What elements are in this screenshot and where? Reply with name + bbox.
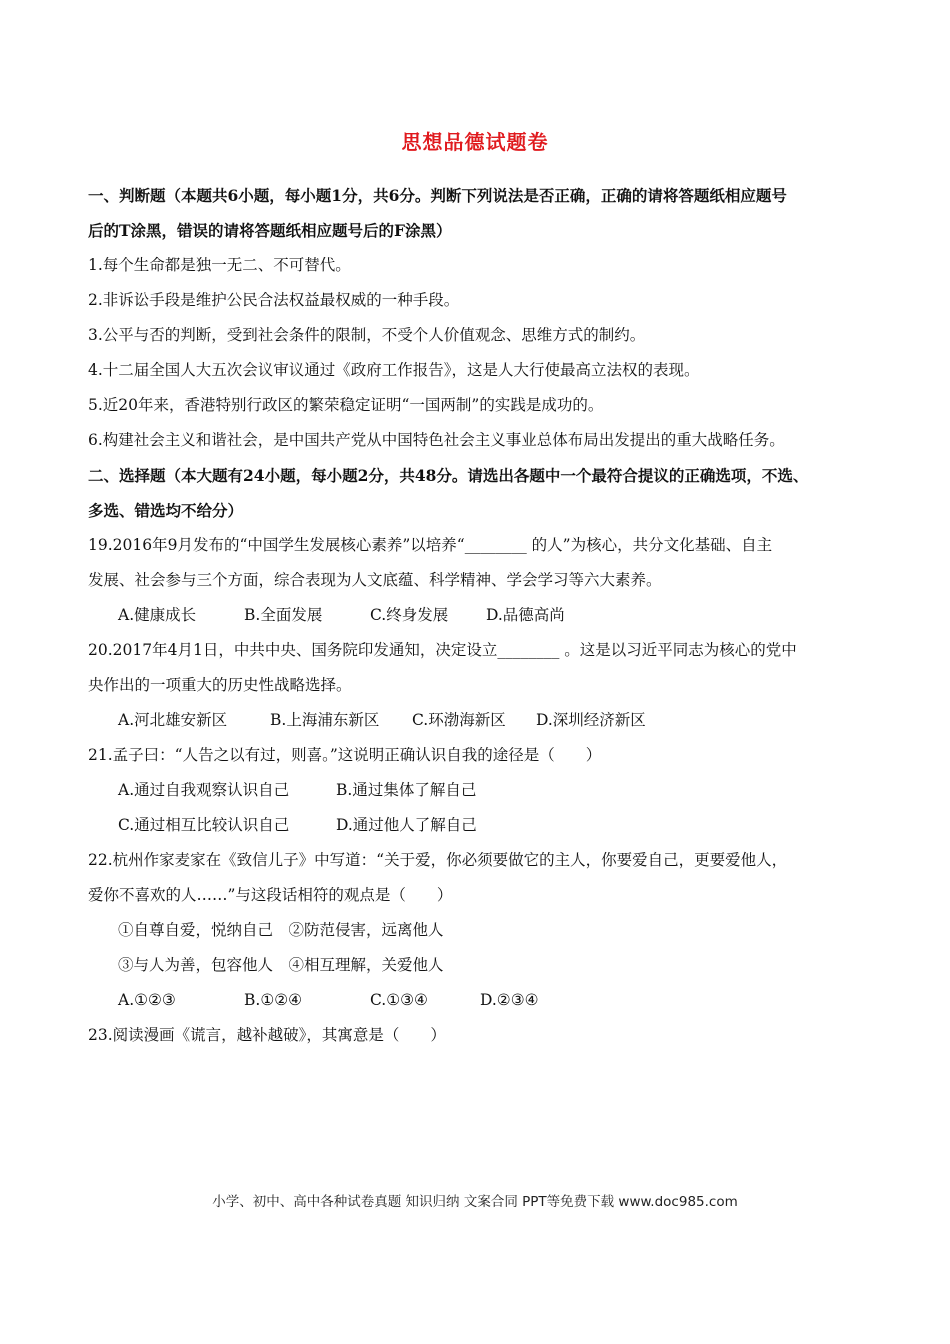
q22-stem-line2: 爱你不喜欢的人……”与这段话相符的观点是（ ） xyxy=(88,886,453,904)
judge-item-6: 6.构建社会主义和谐社会，是中国共产党从中国特色社会主义事业总体布局出发提出的重大战略任务。 xyxy=(88,431,785,449)
q22-statement-2: ③与人为善，包容他人 ④相互理解，关爱他人 xyxy=(118,956,444,974)
q23-stem: 23.阅读漫画《谎言，越补越破》，其寓意是（ ） xyxy=(88,1026,446,1044)
q20-options xyxy=(88,703,868,738)
judge-item-1: 1.每个生命都是独一无二、不可替代。 xyxy=(88,256,351,274)
q22-option-a: A.①②③ xyxy=(118,991,176,1009)
q22-option-b: B.①②④ xyxy=(244,991,303,1009)
q22-statement-1: ①自尊自爱，悦纳自己 ②防范侵害，远离他人 xyxy=(118,921,444,939)
page-title: 思想品德试题卷 xyxy=(401,130,549,154)
section2-header-line1: 二、选择题（本大题有24小题，每小题2分，共48分。请选出各题中一个最符合提议的正确选项，不选、 xyxy=(88,466,809,485)
q22-option-d: D.②③④ xyxy=(480,991,539,1009)
q20-option-b: B.上海浦东新区 xyxy=(270,711,380,729)
judge-item-4: 4.十二届全国人大五次会议审议通过《政府工作报告》，这是人大行使最高立法权的表现。 xyxy=(88,361,700,379)
section1-header-line1: 一、判断题（本题共6小题，每小题1分，共6分。判断下列说法是否正确，正确的请将答题纸相应题号 xyxy=(88,186,787,205)
footer-text: 小学、初中、高中各种试卷真题 知识归纳 文案合同 PPT等免费下载 www.doc985.com xyxy=(212,1194,738,1210)
q19-option-c: C.终身发展 xyxy=(370,606,449,624)
q19-options xyxy=(88,598,868,633)
q20-stem-line2: 央作出的一项重大的历史性战略选择。 xyxy=(88,676,352,694)
q19-option-a: A.健康成长 xyxy=(118,606,197,624)
q19-option-d: D.品德高尚 xyxy=(486,606,565,624)
section1-header-line2: 后的T涂黑，错误的请将答题纸相应题号后的F涂黑） xyxy=(88,221,452,240)
judge-item-2: 2.非诉讼手段是维护公民合法权益最权威的一种手段。 xyxy=(88,291,460,309)
q20-stem-line1: 20.2017年4月1日，中共中央、国务院印发通知，决定设立________ 。这是以习近平同志为核心的党中 xyxy=(88,641,797,659)
exam-content xyxy=(88,178,868,1053)
q19-stem-line2: 发展、社会参与三个方面，综合表现为人文底蕴、科学精神、学会学习等六大素养。 xyxy=(88,571,662,589)
q22-option-c: C.①③④ xyxy=(370,991,428,1009)
q21-options-row2 xyxy=(88,808,868,843)
q20-option-c: C.环渤海新区 xyxy=(412,711,506,729)
judge-item-3: 3.公平与否的判断，受到社会条件的限制，不受个人价值观念、思维方式的制约。 xyxy=(88,326,646,344)
q21-options-row1 xyxy=(88,773,868,808)
judge-item-5: 5.近20年来，香港特别行政区的繁荣稳定证明“一国两制”的实践是成功的。 xyxy=(88,396,604,414)
q21-option-c: C.通过相互比较认识自己 xyxy=(118,816,290,834)
q20-option-d: D.深圳经济新区 xyxy=(536,711,646,729)
q20-option-a: A.河北雄安新区 xyxy=(118,711,228,729)
q19-stem-line1: 19.2016年9月发布的“中国学生发展核心素养”以培养“________ 的人”为核心，共分文化基础、自主 xyxy=(88,536,773,554)
q21-option-d: D.通过他人了解自己 xyxy=(336,816,477,834)
q21-option-b: B.通过集体了解自己 xyxy=(336,781,477,799)
q22-stem-line1: 22.杭州作家麦家在《致信儿子》中写道：“关于爱，你必须要做它的主人，你要爱自己，更要爱他人， xyxy=(88,851,788,869)
q22-options xyxy=(88,983,868,1018)
q19-option-b: B.全面发展 xyxy=(244,606,323,624)
q21-stem: 21.孟子曰：“人告之以有过，则喜。”这说明正确认识自我的途径是（ ） xyxy=(88,746,602,764)
section2-header-line2: 多选、错选均不给分） xyxy=(88,501,244,520)
q21-option-a: A.通过自我观察认识自己 xyxy=(118,781,290,799)
